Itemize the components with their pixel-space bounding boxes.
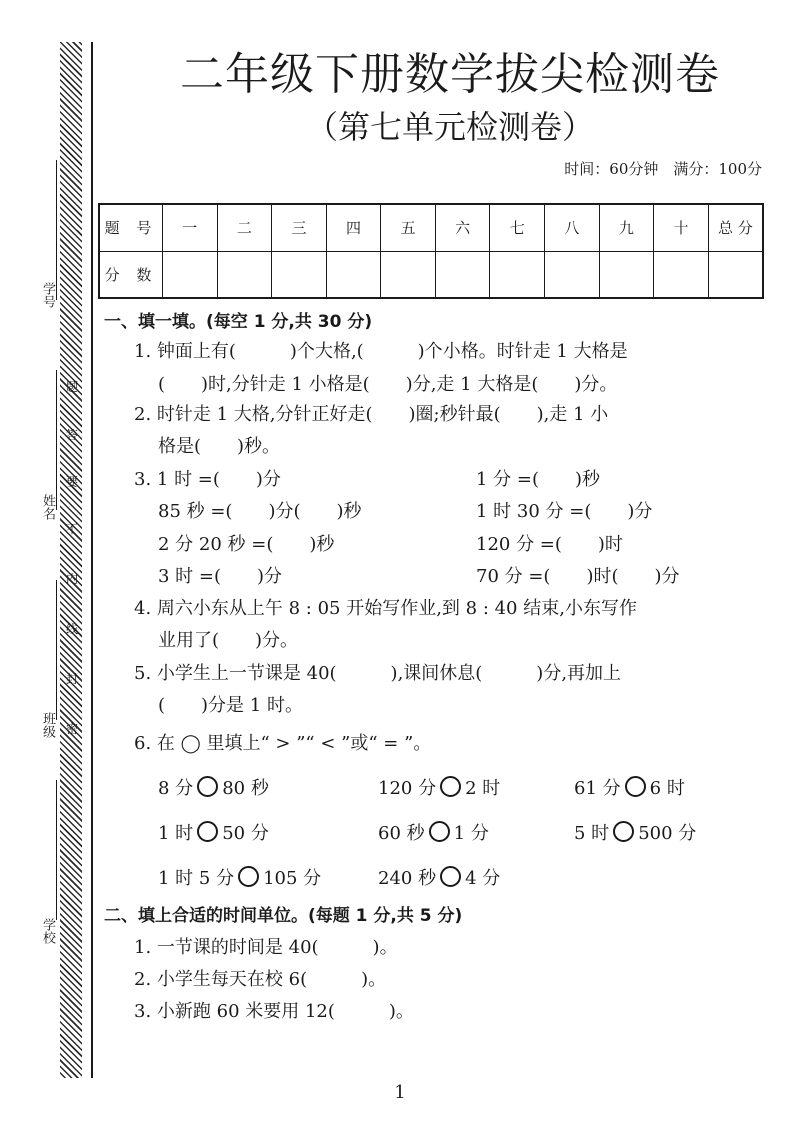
- seal-char: 答: [66, 428, 79, 442]
- side-label-school: 学校: [40, 918, 55, 944]
- seal-char: 密: [66, 722, 79, 736]
- compare-left: 8 分: [158, 778, 194, 799]
- score-table-cell: 三: [272, 204, 327, 251]
- compare-left: 5 时: [574, 823, 610, 844]
- compare-circle[interactable]: [440, 866, 461, 887]
- section-2-title: 二、填上合适的时间单位。(每题 1 分,共 5 分): [104, 906, 463, 926]
- score-input-cell[interactable]: [708, 251, 763, 298]
- compare-left: 60 秒: [378, 823, 425, 844]
- score-table-cell: 二: [217, 204, 272, 251]
- score-table-cell: 五: [381, 204, 436, 251]
- side-label-student-id: 学号: [40, 282, 55, 308]
- score-input-cell[interactable]: [272, 251, 327, 298]
- question-4-line-2: 业用了( )分。: [158, 630, 299, 651]
- section-2-item: 3. 小新跑 60 米要用 12( )。: [134, 1001, 414, 1022]
- question-3-item: 2 分 20 秒 =( )秒: [158, 534, 335, 555]
- question-3-item: 1 时 30 分 =( )分: [476, 501, 653, 522]
- compare-right: 105 分: [263, 868, 322, 889]
- compare-item: [378, 821, 489, 846]
- score-table-row-header: 分 数: [99, 251, 163, 298]
- compare-circle[interactable]: [440, 776, 461, 797]
- compare-item: [574, 776, 685, 801]
- compare-item: [158, 821, 269, 846]
- question-6-instruction: 6. 在 ◯ 里填上“ > ”“ < ”或“ = ”。: [134, 733, 432, 754]
- seal-char: 线: [66, 622, 79, 636]
- score-table-header-row: [99, 204, 763, 251]
- compare-right: 50 分: [222, 823, 269, 844]
- question-2-line-2: 格是( )秒。: [158, 436, 281, 457]
- side-underline-3: [56, 580, 57, 720]
- score-table-cell: 六: [435, 204, 490, 251]
- question-3-item: 70 分 =( )时( )分: [476, 566, 680, 587]
- compare-left: 61 分: [574, 778, 621, 799]
- page-number: 1: [394, 1082, 406, 1103]
- compare-right: 500 分: [638, 823, 697, 844]
- score-table-cell: 四: [326, 204, 381, 251]
- compare-item: [158, 776, 269, 801]
- compare-left: 1 时 5 分: [158, 868, 235, 889]
- compare-right: 4 分: [465, 868, 501, 889]
- question-3-item: 3. 1 时 =( )分: [134, 469, 281, 490]
- question-5-line-1: 5. 小学生上一节课是 40( ),课间休息( )分,再加上: [134, 663, 622, 684]
- score-table-cell: 十: [654, 204, 709, 251]
- score-table-cell: 一: [163, 204, 218, 251]
- question-3-item: 1 分 =( )秒: [476, 469, 601, 490]
- compare-item: [574, 821, 696, 846]
- compare-right: 2 时: [465, 778, 501, 799]
- side-underline-1: [56, 160, 57, 300]
- section-1-title: 一、填一填。(每空 1 分,共 30 分): [104, 312, 373, 332]
- seal-char: 内: [66, 572, 79, 586]
- score-input-cell[interactable]: [435, 251, 490, 298]
- seal-char: 不: [66, 522, 79, 536]
- score-input-cell[interactable]: [217, 251, 272, 298]
- compare-right: 80 秒: [222, 778, 269, 799]
- compare-left: 1 时: [158, 823, 194, 844]
- section-2-item: 2. 小学生每天在校 6( )。: [134, 969, 387, 990]
- binding-line: [91, 42, 93, 1078]
- side-label-class: 班级: [40, 712, 55, 738]
- question-3-item: 3 时 =( )分: [158, 566, 283, 587]
- compare-right: 6 时: [649, 778, 685, 799]
- score-table: [98, 203, 764, 299]
- compare-left: 120 分: [378, 778, 437, 799]
- seal-char: 封: [66, 672, 79, 686]
- question-3-item: 120 分 =( )时: [476, 534, 623, 555]
- score-table-cell: 七: [490, 204, 545, 251]
- compare-item: [378, 866, 500, 891]
- seal-char: 要: [66, 475, 79, 489]
- compare-circle[interactable]: [197, 776, 218, 797]
- compare-circle[interactable]: [613, 821, 634, 842]
- time-score-info: 时间：60分钟 满分：100分: [564, 160, 762, 178]
- score-table-cell: 九: [599, 204, 654, 251]
- compare-item: [158, 866, 321, 891]
- score-input-cell[interactable]: [599, 251, 654, 298]
- compare-circle[interactable]: [625, 776, 646, 797]
- score-table-cell: 题 号: [99, 204, 163, 251]
- question-4-line-1: 4. 周六小东从上午 8 : 05 开始写作业,到 8 : 40 结束,小东写作: [134, 598, 637, 619]
- score-input-cell[interactable]: [490, 251, 545, 298]
- compare-circle[interactable]: [429, 821, 450, 842]
- page-title: 二年级下册数学拔尖检测卷: [180, 49, 720, 100]
- binding-hatch: [60, 42, 82, 1078]
- score-input-cell[interactable]: [163, 251, 218, 298]
- score-input-cell[interactable]: [381, 251, 436, 298]
- question-1-line-2: ( )时,分针走 1 小格是( )分,走 1 大格是( )分。: [158, 374, 618, 395]
- question-3-item: 85 秒 =( )分( )秒: [158, 501, 362, 522]
- question-2-line-1: 2. 时针走 1 大格,分针正好走( )圈;秒针最( ),走 1 小: [134, 404, 609, 425]
- compare-item: [378, 776, 500, 801]
- compare-circle[interactable]: [197, 821, 218, 842]
- score-table-score-row: [99, 251, 763, 298]
- compare-right: 1 分: [453, 823, 489, 844]
- side-underline-4: [56, 780, 57, 920]
- compare-circle[interactable]: [238, 866, 259, 887]
- question-1-line-1: 1. 钟面上有( )个大格,( )个小格。时针走 1 大格是: [134, 341, 628, 362]
- page-subtitle: （第七单元检测卷）: [305, 108, 594, 146]
- side-label-name: 姓名: [40, 494, 55, 520]
- score-table-cell: 八: [545, 204, 600, 251]
- score-input-cell[interactable]: [545, 251, 600, 298]
- score-input-cell[interactable]: [326, 251, 381, 298]
- compare-left: 240 秒: [378, 868, 437, 889]
- question-5-line-2: ( )分是 1 时。: [158, 695, 303, 716]
- section-2-item: 1. 一节课的时间是 40( )。: [134, 937, 398, 958]
- score-table-cell: 总 分: [708, 204, 763, 251]
- seal-char: 题: [66, 380, 79, 394]
- side-underline-2: [56, 370, 57, 510]
- score-input-cell[interactable]: [654, 251, 709, 298]
